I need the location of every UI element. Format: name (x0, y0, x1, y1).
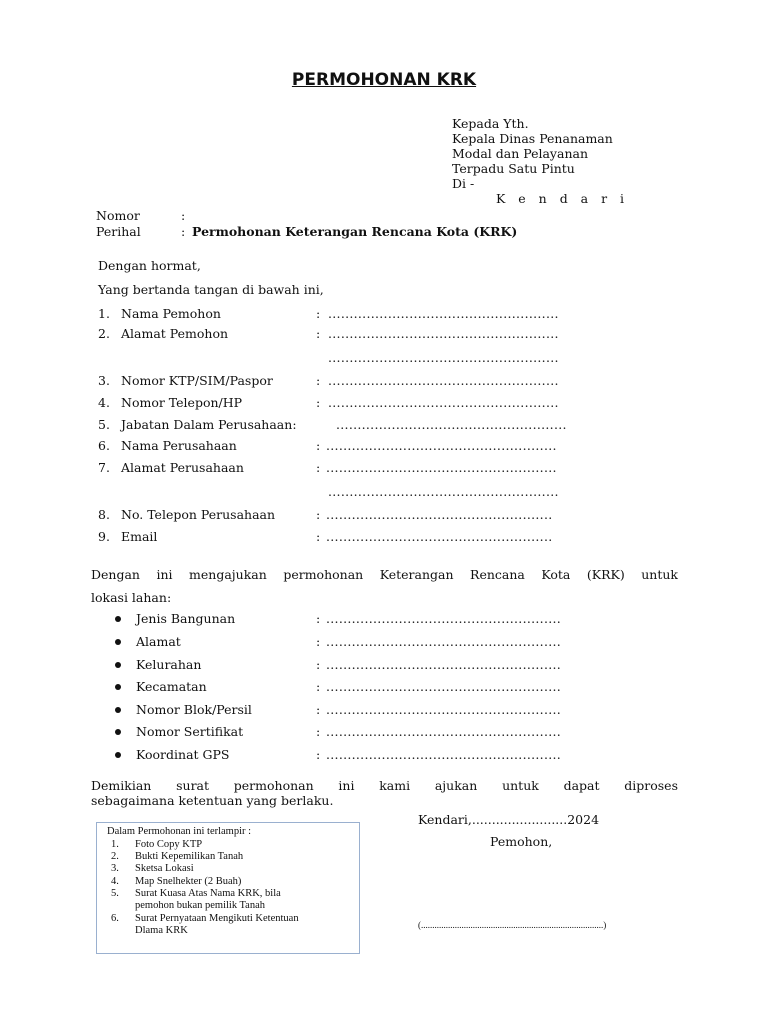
bullet-icon (115, 616, 121, 622)
location-label: Nomor Sertifikat (136, 724, 244, 739)
attachment-number: 2. (111, 851, 119, 862)
field-colon: : (316, 373, 321, 388)
closing-text-continued: sebagaimana ketentuan yang berlaku. (91, 793, 334, 808)
field-number: 5. (98, 417, 110, 432)
field-colon: : (316, 438, 321, 453)
nomor-label: Nomor (96, 208, 140, 223)
field-blank[interactable]: ...................................................... (328, 373, 559, 388)
location-blank[interactable]: ....................................................... (326, 702, 562, 717)
attachment-number: 1. (111, 839, 119, 850)
bullet-icon (115, 707, 121, 713)
signer-label: Pemohon, (490, 834, 553, 849)
attachment-number: 3. (111, 863, 119, 874)
location-blank[interactable]: ....................................................... (326, 747, 562, 762)
recipient-city: K e n d a r i (496, 191, 629, 206)
attachment-item-continued: pemohon bukan pemilik Tanah (135, 900, 266, 911)
location-colon: : (316, 611, 321, 626)
field-colon: : (316, 507, 321, 522)
field-colon: : (316, 395, 321, 410)
bullet-icon (115, 662, 121, 668)
location-colon: : (316, 634, 321, 649)
field-label: Email (121, 529, 158, 544)
location-blank[interactable]: ....................................................... (326, 724, 562, 739)
field-blank[interactable]: ...................................................... (328, 395, 559, 410)
place-date[interactable]: Kendari,........................2024 (418, 812, 600, 827)
field-label: Alamat Pemohon (121, 326, 229, 341)
attachment-number: 6. (111, 913, 119, 924)
field-blank-continuation[interactable]: ...................................................... (328, 484, 559, 499)
bullet-icon (115, 729, 121, 735)
recipient-block (452, 116, 629, 206)
attachment-item: Sketsa Lokasi (135, 863, 194, 874)
attachment-item: Surat Pernyataan Mengikuti Ketentuan (135, 913, 299, 924)
field-label: No. Telepon Perusahaan (121, 507, 276, 522)
field-number: 2. (98, 326, 110, 341)
location-label: Kelurahan (136, 657, 202, 672)
perihal-label: Perihal (96, 224, 141, 239)
recipient-line: Kepala Dinas Penanaman (452, 131, 613, 146)
bullet-icon (115, 639, 121, 645)
location-blank[interactable]: ....................................................... (326, 679, 562, 694)
attachment-number: 5. (111, 888, 119, 899)
field-number: 3. (98, 373, 110, 388)
field-label: Nomor Telepon/HP (121, 395, 243, 410)
location-label: Kecamatan (136, 679, 207, 694)
greeting: Dengan hormat, (98, 258, 201, 273)
field-blank[interactable]: ...................................................... (336, 417, 567, 432)
attachment-number: 4. (111, 876, 119, 887)
attachment-item: Bukti Kepemilikan Tanah (135, 851, 244, 862)
attachment-item: Map Snelhekter (2 Buah) (135, 876, 242, 887)
field-number: 7. (98, 460, 110, 475)
document-title: PERMOHONAN KRK (291, 70, 477, 90)
closing-text: Demikian surat permohonan ini kami ajukan untuk dapat diproses (91, 778, 678, 793)
bullet-icon (115, 752, 121, 758)
field-blank[interactable]: ...................................................... (328, 326, 559, 341)
field-colon: : (316, 306, 321, 321)
recipient-line: Modal dan Pelayanan (452, 146, 588, 161)
attachment-item-continued: Dlama KRK (135, 925, 188, 936)
location-label: Jenis Bangunan (136, 611, 236, 626)
field-blank[interactable]: ...................................................... (328, 306, 559, 321)
location-label: Nomor Blok/Persil (136, 702, 252, 717)
perihal-value: Permohonan Keterangan Rencana Kota (KRK) (192, 224, 518, 239)
location-colon: : (316, 657, 321, 672)
field-blank[interactable]: ...................................................... (326, 438, 557, 453)
attachments-heading: Dalam Permohonan ini terlampir : (107, 826, 252, 837)
field-colon: : (316, 326, 321, 341)
recipient-line: Di - (452, 176, 475, 191)
bullet-icon (115, 684, 121, 690)
field-number: 1. (98, 306, 110, 321)
field-blank[interactable]: ..................................................... (326, 529, 553, 544)
attachment-item: Foto Copy KTP (135, 839, 203, 850)
field-blank[interactable]: ...................................................... (326, 460, 557, 475)
field-blank[interactable]: ..................................................... (326, 507, 553, 522)
field-colon: : (316, 529, 321, 544)
location-blank[interactable]: ....................................................... (326, 657, 562, 672)
attachment-item: Surat Kuasa Atas Nama KRK, bila (135, 888, 281, 899)
location-label: Koordinat GPS (136, 747, 230, 762)
field-blank-continuation[interactable]: ...................................................... (328, 350, 559, 365)
location-label: Alamat (136, 634, 181, 649)
nomor-colon: : (181, 208, 186, 223)
attachments-box (96, 822, 360, 954)
perihal-colon: : (181, 224, 186, 239)
recipient-line: Kepada Yth. (452, 116, 529, 131)
location-blank[interactable]: ....................................................... (326, 611, 562, 626)
field-colon: : (316, 460, 321, 475)
location-colon: : (316, 702, 321, 717)
field-label: Jabatan Dalam Perusahaan: (121, 417, 297, 432)
location-colon: : (316, 747, 321, 762)
field-number: 9. (98, 529, 110, 544)
location-colon: : (316, 724, 321, 739)
request-text-continued: lokasi lahan: (91, 590, 172, 605)
field-number: 8. (98, 507, 110, 522)
intro-text: Yang bertanda tangan di bawah ini, (98, 282, 324, 297)
field-label: Nama Pemohon (121, 306, 221, 321)
location-blank[interactable]: ....................................................... (326, 634, 562, 649)
field-label: Nama Perusahaan (121, 438, 237, 453)
field-label: Alamat Perusahaan (121, 460, 244, 475)
field-number: 6. (98, 438, 110, 453)
field-number: 4. (98, 395, 110, 410)
field-label: Nomor KTP/SIM/Paspor (121, 373, 273, 388)
request-text: Dengan ini mengajukan permohonan Keterangan Rencana Kota (KRK) untuk (91, 567, 678, 582)
recipient-line: Terpadu Satu Pintu (452, 161, 575, 176)
signature-line[interactable]: (.................................................................................) (418, 920, 607, 930)
location-colon: : (316, 679, 321, 694)
